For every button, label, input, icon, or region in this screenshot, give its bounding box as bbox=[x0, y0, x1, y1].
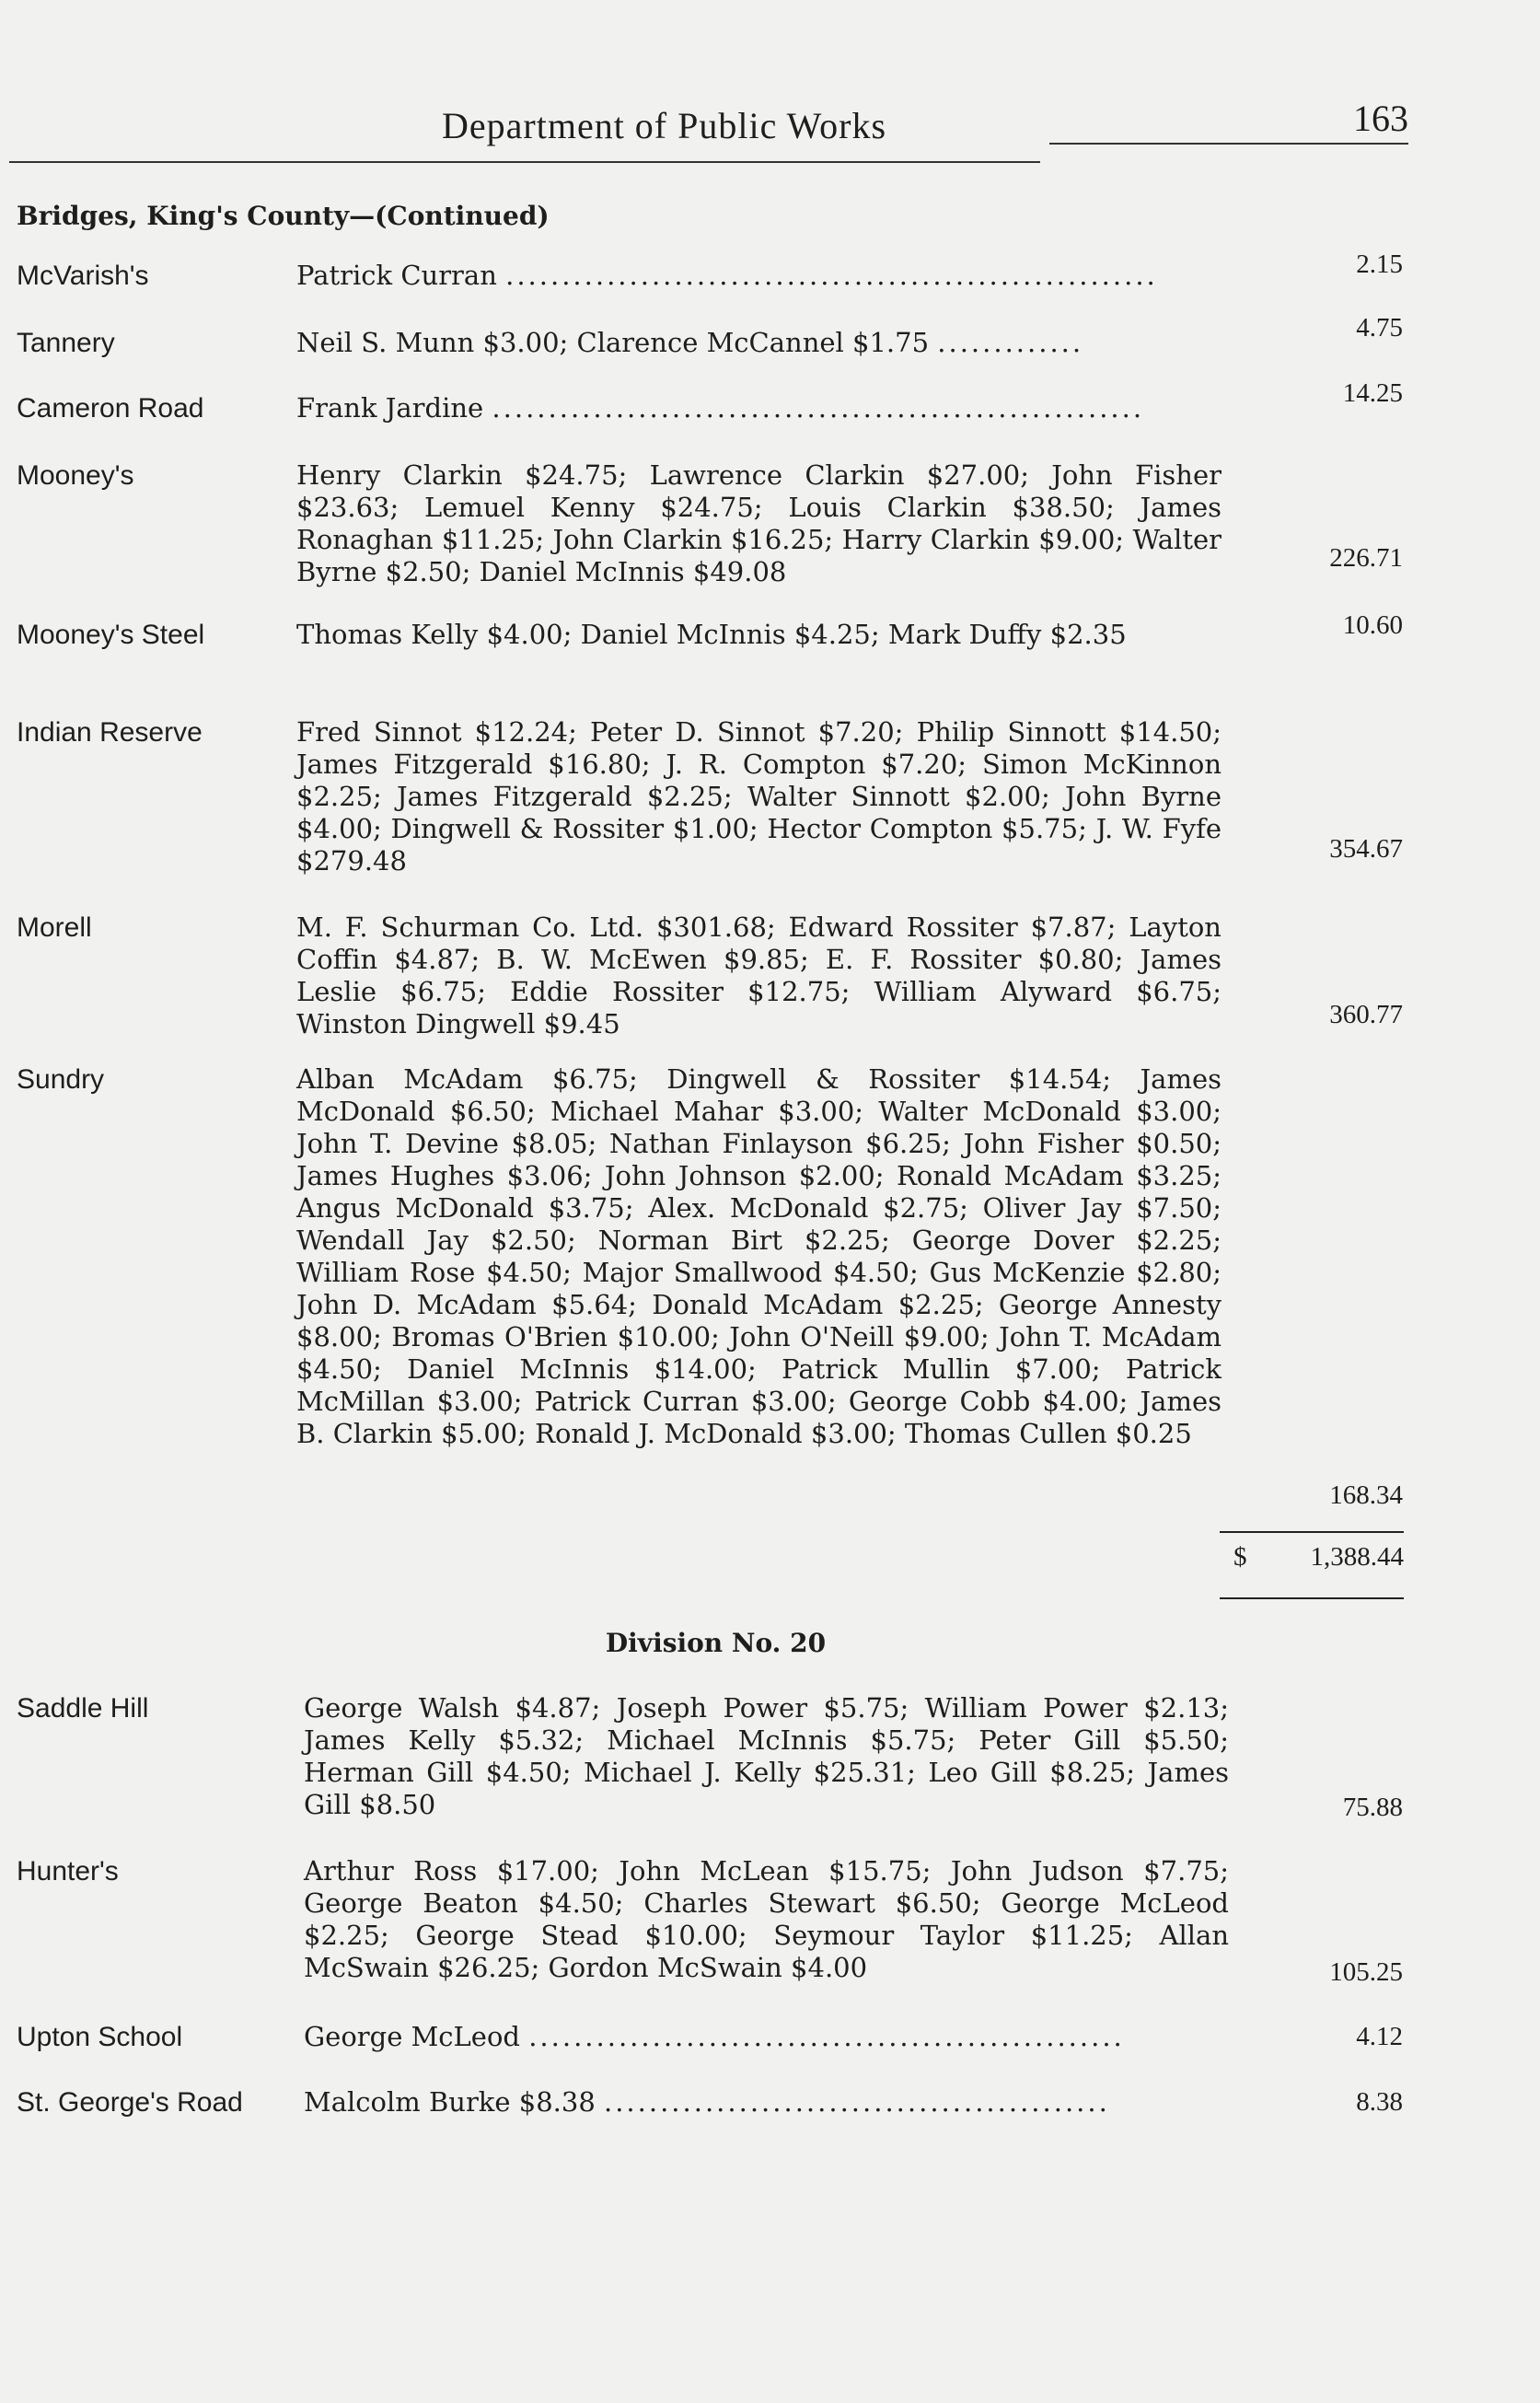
place-name: Upton School bbox=[17, 2022, 183, 2052]
payee-list: George Walsh $4.87; Joseph Power $5.75; William Power $2.13; James Kelly $5.32; Michael McInnis $5.75; Peter Gill $5.50; Herman Gill $4.50; Michael J. Kelly $25.31; Leo Gill $8.25; James Gill $8.50 bbox=[304, 1692, 1229, 1820]
dot-leader: ............................................. bbox=[604, 2086, 1110, 2118]
place-name: Indian Reserve bbox=[17, 717, 203, 748]
dot-leader: ............. bbox=[937, 327, 1084, 358]
total-rule-top bbox=[1220, 1531, 1404, 1533]
amount: 75.88 bbox=[1342, 1793, 1403, 1822]
payee-list: M. F. Schurman Co. Ltd. $301.68; Edward Rossiter $7.87; Layton Coffin $4.87; B. W. McEwen $9.85; E. F. Rossiter $0.80; James Leslie $6.75; Eddie Rossiter $12.75; William Alyward $6.75; Winston Dingwell $9.45 bbox=[296, 911, 1222, 1039]
page-header bbox=[9, 97, 1408, 152]
dot-leader: .......................................................... bbox=[505, 260, 1158, 291]
place-name: Mooney's bbox=[17, 460, 134, 491]
payee-list: Arthur Ross $17.00; John McLean $15.75; John Judson $7.75; George Beaton $4.50; Charles Stewart $6.50; George McLeod $2.25; George Stead $10.00; Seymour Taylor $11.25; Allan McSwain $26.25; Gordon McSwain $4.00 bbox=[304, 1855, 1229, 1983]
header-rule-right bbox=[1049, 143, 1408, 145]
amount: 360.77 bbox=[1329, 1000, 1403, 1029]
total-rule-bottom bbox=[1220, 1597, 1404, 1599]
payee-list: George McLeod ..................................................... bbox=[304, 2021, 1125, 2052]
total-value: 1,388.44 bbox=[1310, 1542, 1404, 1572]
division-heading: Division No. 20 bbox=[605, 1628, 827, 1658]
amount: 105.25 bbox=[1329, 1957, 1403, 1987]
place-name: Morell bbox=[17, 912, 92, 943]
place-name: Sundry bbox=[17, 1064, 105, 1095]
payee-list: Thomas Kelly $4.00; Daniel McInnis $4.25; Mark Duffy $2.35 bbox=[296, 619, 1127, 650]
place-name: Hunter's bbox=[17, 1856, 119, 1886]
place-name: McVarish's bbox=[17, 261, 149, 291]
amount: 4.75 bbox=[1356, 313, 1403, 342]
place-name: St. George's Road bbox=[17, 2087, 243, 2118]
place-name: Tannery bbox=[17, 328, 115, 358]
section-heading: Bridges, King's County—(Continued) bbox=[17, 201, 550, 231]
payee-list: Henry Clarkin $24.75; Lawrence Clarkin $27.00; John Fisher $23.63; Lemuel Kenny $24.75; Louis Clarkin $38.50; James Ronaghan $11.25; John Clarkin $16.25; Harry Clarkin $9.00; Walter Byrne $2.50; Daniel McInnis $49.08 bbox=[296, 459, 1222, 587]
total-currency: $ bbox=[1233, 1542, 1247, 1572]
page-number: 163 bbox=[1353, 98, 1408, 139]
place-name: Cameron Road bbox=[17, 393, 204, 424]
amount: 10.60 bbox=[1342, 610, 1403, 640]
payee-list: Malcolm Burke $8.38 ............................................. bbox=[304, 2086, 1110, 2118]
amount: 14.25 bbox=[1342, 378, 1403, 408]
payee-list: Neil S. Munn $3.00; Clarence McCannel $1.75 ............. bbox=[296, 327, 1084, 358]
place-name: Mooney's Steel bbox=[17, 620, 205, 650]
page-title: Department of Public Works bbox=[442, 105, 887, 146]
payee-list: Alban McAdam $6.75; Dingwell & Rossiter $14.54; James McDonald $6.50; Michael Mahar $3.00; Walter McDonald $3.00; John T. Devine $8.05; Nathan Finlayson $6.25; John Fisher $0.50; James Hughes $3.06; John Johnson $2.00; Ronald McAdam $3.25; Angus McDonald $3.75; Alex. McDonald $2.75; Oliver Jay $7.50; Wendall Jay $2.50; Norman Birt $2.25; George Dover $2.25; William Rose $4.50; Major Smallwood $4.50; Gus McKenzie $2.80; John D. McAdam $5.64; Donald McAdam $2.25; George Annesty $8.00; Bromas O'Brien $10.00; John O'Neill $9.00; John T. McAdam $4.50; Daniel McInnis $14.00; Patrick Mullin $7.00; Patrick McMillan $3.00; Patrick Curran $3.00; George Cobb $4.00; James B. Clarkin $5.00; Ronald J. McDonald $3.00; Thomas Cullen $0.25 bbox=[296, 1063, 1222, 1449]
amount: 4.12 bbox=[1356, 2022, 1403, 2051]
amount: 354.67 bbox=[1329, 834, 1403, 864]
payee-list: Patrick Curran .......................................................... bbox=[296, 260, 1158, 291]
dot-leader: .......................................................... bbox=[492, 392, 1145, 424]
amount: 8.38 bbox=[1356, 2087, 1403, 2117]
place-name: Saddle Hill bbox=[17, 1693, 149, 1724]
amount: 168.34 bbox=[1329, 1480, 1403, 1510]
payee-list: Fred Sinnot $12.24; Peter D. Sinnot $7.20; Philip Sinnott $14.50; James Fitzgerald $16.80; J. R. Compton $7.20; Simon McKinnon $2.25; James Fitzgerald $2.25; Walter Sinnott $2.00; John Byrne $4.00; Dingwell & Rossiter $1.00; Hector Compton $5.75; J. W. Fyfe $279.48 bbox=[296, 716, 1222, 876]
payee-list: Frank Jardine .......................................................... bbox=[296, 392, 1145, 424]
amount: 2.15 bbox=[1356, 250, 1403, 279]
amount: 226.71 bbox=[1329, 543, 1403, 573]
header-rule-left bbox=[9, 161, 1040, 163]
dot-leader: ..................................................... bbox=[528, 2021, 1125, 2052]
